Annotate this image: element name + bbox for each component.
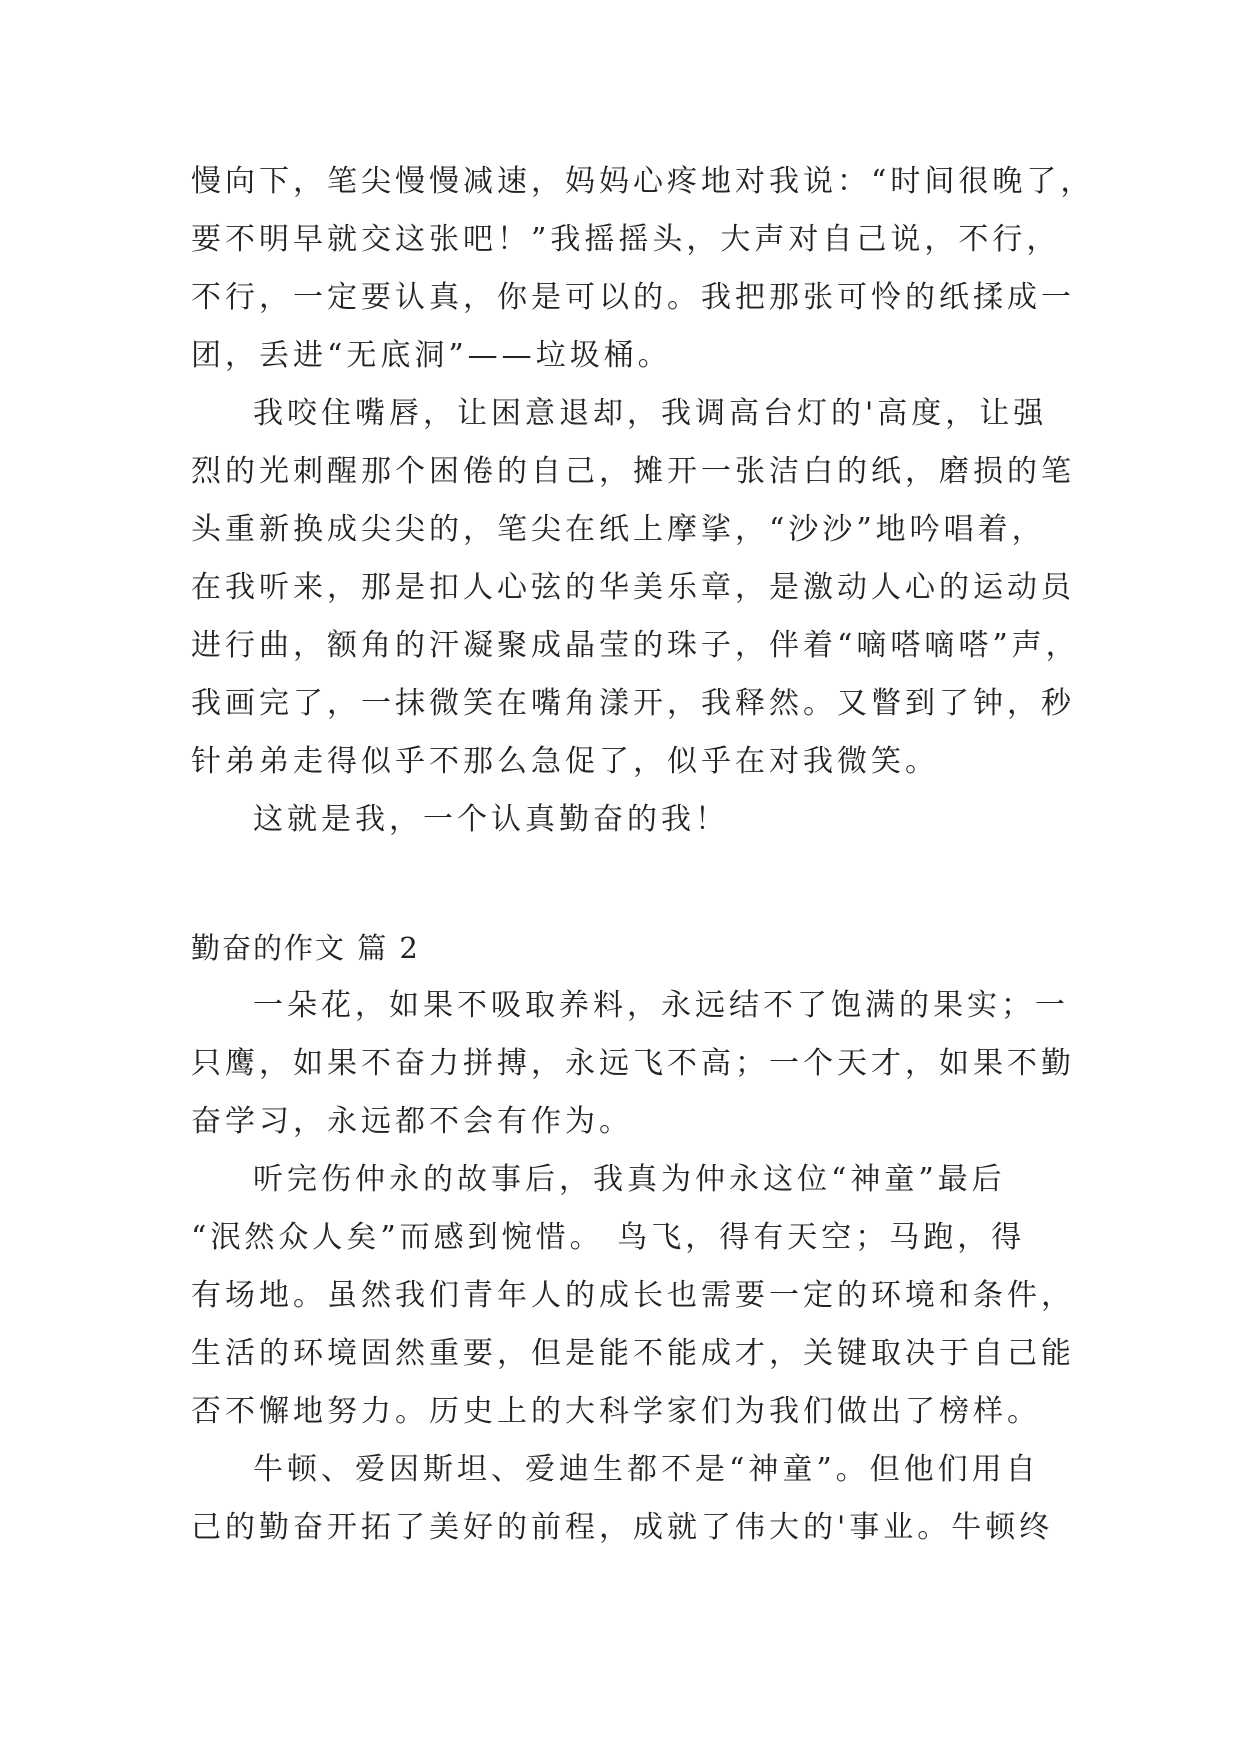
text-line: 一朵花，如果不吸取养料，永远结不了饱满的果实；一 [253, 988, 1069, 1023]
paragraph [191, 977, 1075, 1151]
text-line: 在我听来，那是扣人心弦的华美乐章，是激动人心的运动员 [191, 570, 1075, 605]
text-line: 奋学习，永远都不会有作为。 [191, 1104, 633, 1139]
paragraph [191, 791, 1071, 849]
text-line: 慢向下，笔尖慢慢减速，妈妈心疼地对我说：“时间很晚了， [191, 164, 1095, 199]
text-line: 牛顿、爱因斯坦、爱迪生都不是“神童”。但他们用自 [253, 1452, 1040, 1487]
paragraph [191, 1441, 1071, 1557]
text-line: 烈的光刺醒那个困倦的自己，摊开一张洁白的纸，磨损的笔 [191, 454, 1075, 489]
text-line: 听完伤仲永的故事后，我真为仲永这位“神童”最后 [253, 1162, 1006, 1197]
text-line: 要不明早就交这张吧！”我摇摇头，大声对自己说，不行， [191, 222, 1061, 257]
document-page [191, 153, 1095, 1557]
text-line: “泯然众人矣”而感到惋惜。 鸟飞，得有天空；马跑，得 [191, 1220, 1026, 1255]
text-line: 有场地。虽然我们青年人的成长也需要一定的环境和条件， [191, 1278, 1075, 1313]
text-line: 否不懈地努力。历史上的大科学家们为我们做出了榜样。 [191, 1394, 1041, 1429]
text-line: 不行，一定要认真，你是可以的。我把那张可怜的纸揉成一 [191, 280, 1075, 315]
section-heading: 勤奋的作文 篇 2 [191, 931, 420, 965]
text-line: 进行曲，额角的汗凝聚成晶莹的珠子，伴着“嘀嗒嘀嗒”声， [191, 628, 1080, 663]
text-line: 我画完了，一抹微笑在嘴角漾开，我释然。又瞥到了钟，秒 [191, 686, 1075, 721]
text-line: 生活的环境固然重要，但是能不能成才，关键取决于自己能 [191, 1336, 1075, 1371]
paragraph [191, 1151, 1075, 1441]
paragraph [191, 385, 1080, 791]
text-line: 团，丢进“无底洞”——垃圾桶。 [191, 338, 672, 373]
text-line: 头重新换成尖尖的，笔尖在纸上摩挲，“沙沙”地吟唱着， [191, 512, 1046, 547]
text-line: 己的勤奋开拓了美好的前程，成就了伟大的'事业。牛顿终 [191, 1510, 1054, 1545]
text-line: 只鹰，如果不奋力拼搏，永远飞不高；一个天才，如果不勤 [191, 1046, 1075, 1081]
paragraph [191, 153, 1095, 385]
text-line: 针弟弟走得似乎不那么急促了，似乎在对我微笑。 [191, 744, 939, 779]
text-line: 这就是我，一个认真勤奋的我！ [253, 802, 729, 837]
text-line: 我咬住嘴唇，让困意退却，我调高台灯的'高度，让强 [253, 396, 1048, 431]
